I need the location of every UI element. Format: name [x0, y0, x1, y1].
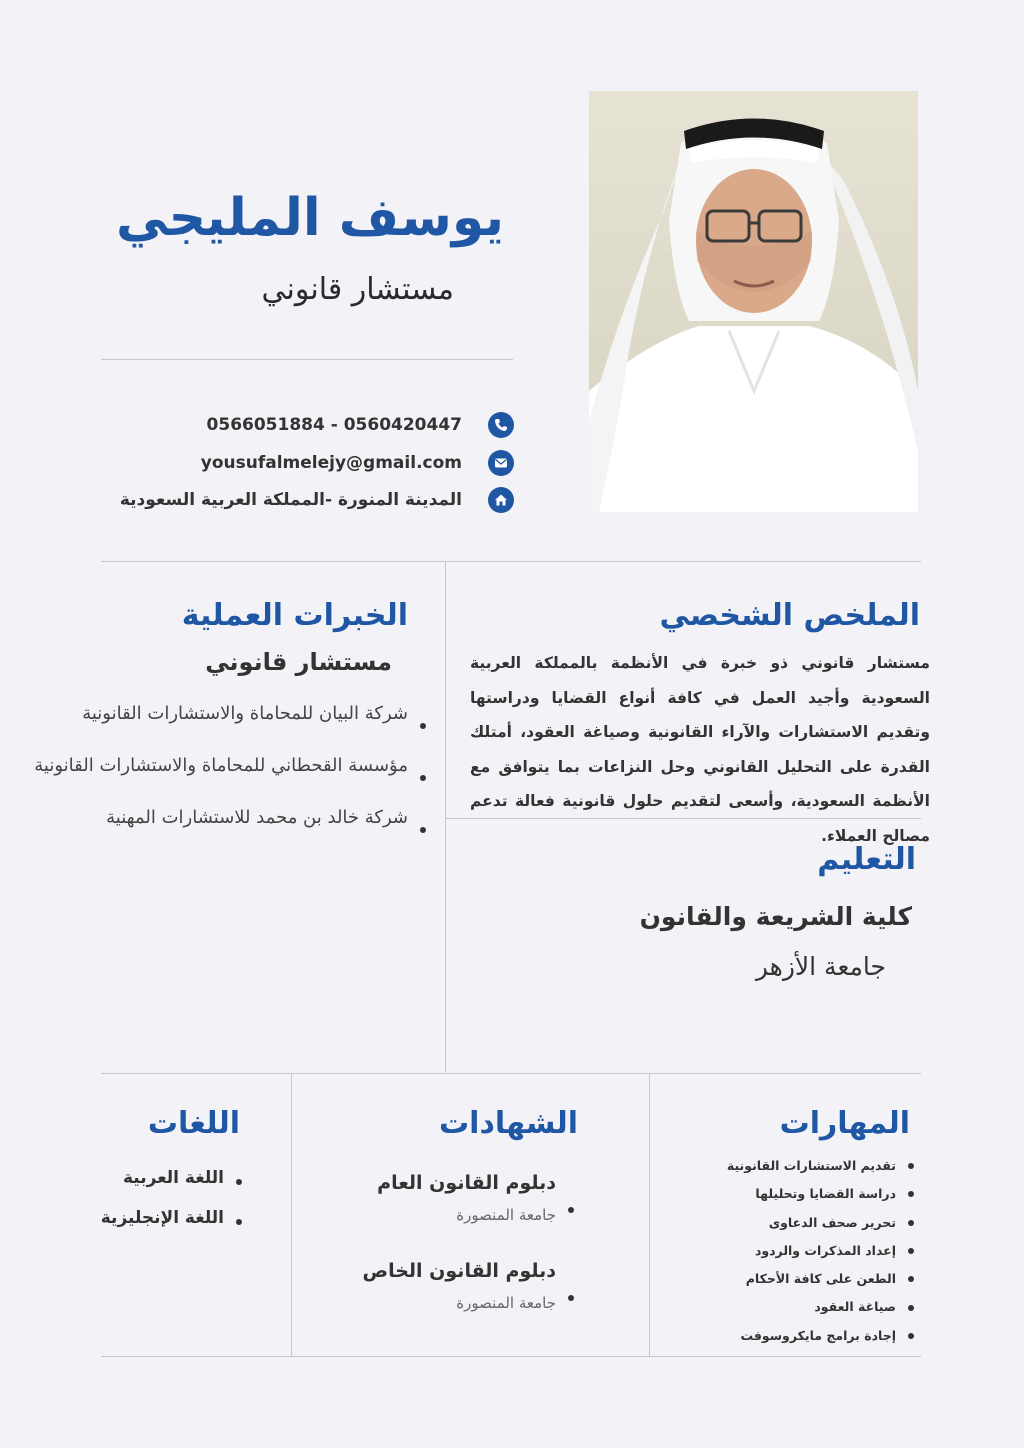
certificates-heading: الشهادات	[439, 1106, 578, 1141]
list-item: إجادة برامج مايكروسوفت	[658, 1322, 918, 1350]
grid-line-bottom	[101, 1356, 921, 1357]
list-item: صياغة العقود	[658, 1293, 918, 1321]
experience-role: مستشار قانوني	[205, 648, 392, 676]
education-degree: كلية الشريعة والقانون	[639, 902, 912, 931]
candidate-name: يوسف المليجي	[115, 188, 504, 248]
summary-heading: الملخص الشخصي	[659, 598, 920, 633]
list-item: شركة البيان للمحاماة والاستشارات القانونية	[0, 700, 430, 752]
grid-line-lower	[101, 1073, 921, 1074]
certificate-name: دبلوم القانون العام	[377, 1172, 556, 1194]
profile-photo	[589, 91, 918, 512]
list-item: تقديم الاستشارات القانونية	[658, 1152, 918, 1180]
phone-number[interactable]: 0566051884 - 0560420447	[206, 415, 462, 435]
certificate-issuer: جامعة المنصورة	[456, 1206, 556, 1224]
skills-heading: المهارات	[779, 1106, 910, 1141]
certificates-list	[298, 1166, 578, 1342]
list-item: اللغة العربية	[46, 1162, 246, 1202]
grid-line-vertical-middle	[445, 561, 446, 1072]
certificate-name: دبلوم القانون الخاص	[362, 1260, 556, 1282]
phone-icon	[488, 412, 514, 438]
languages-list	[46, 1162, 246, 1242]
candidate-title: مستشار قانوني	[261, 272, 454, 307]
certificate-item	[298, 1254, 578, 1342]
address: المدينة المنورة -المملكة العربية السعودية	[119, 490, 462, 510]
list-item: دراسة القضايا وتحليلها	[658, 1180, 918, 1208]
experience-list	[0, 700, 430, 856]
list-item: تحرير صحف الدعاوى	[658, 1209, 918, 1237]
education-heading: التعليم	[817, 842, 916, 877]
mail-icon	[488, 450, 514, 476]
certificate-issuer: جامعة المنصورة	[456, 1294, 556, 1312]
contact-phone-row	[94, 410, 514, 440]
contact-address-row	[94, 485, 514, 515]
list-item: إعداد المذكرات والردود	[658, 1237, 918, 1265]
grid-line-vertical-left	[291, 1073, 292, 1357]
email-address[interactable]: yousufalmelejy@gmail.com	[200, 453, 462, 473]
home-icon	[488, 487, 514, 513]
skills-list	[658, 1152, 918, 1350]
languages-heading: اللغات	[147, 1106, 240, 1141]
list-item: اللغة الإنجليزية	[46, 1202, 246, 1242]
education-university: جامعة الأزهر	[755, 952, 886, 981]
list-item: مؤسسة القحطاني للمحاماة والاستشارات القانونية	[0, 752, 430, 804]
header-divider	[101, 359, 513, 360]
grid-line-vertical-right	[649, 1073, 650, 1357]
certificate-item	[298, 1166, 578, 1254]
contact-email-row	[94, 448, 514, 478]
grid-line-top	[101, 561, 921, 562]
list-item: شركة خالد بن محمد للاستشارات المهنية	[0, 804, 430, 856]
summary-text: مستشار قانوني ذو خبرة في الأنظمة بالمملكة العربية السعودية وأجيد العمل في كافة أنواع القضايا ودراستها وتقديم الاستشارات والآراء القانونية وصياغة العقود، أمتلك القدرة على التحليل القانوني وحل النزاعات بما يتوافق مع الأنظمة السعودية، وأسعى لتقديم حلول قانونية فعالة تدعم مصالح العملاء.	[470, 654, 930, 845]
list-item: الطعن على كافة الأحكام	[658, 1265, 918, 1293]
experience-heading: الخبرات العملية	[181, 598, 408, 633]
